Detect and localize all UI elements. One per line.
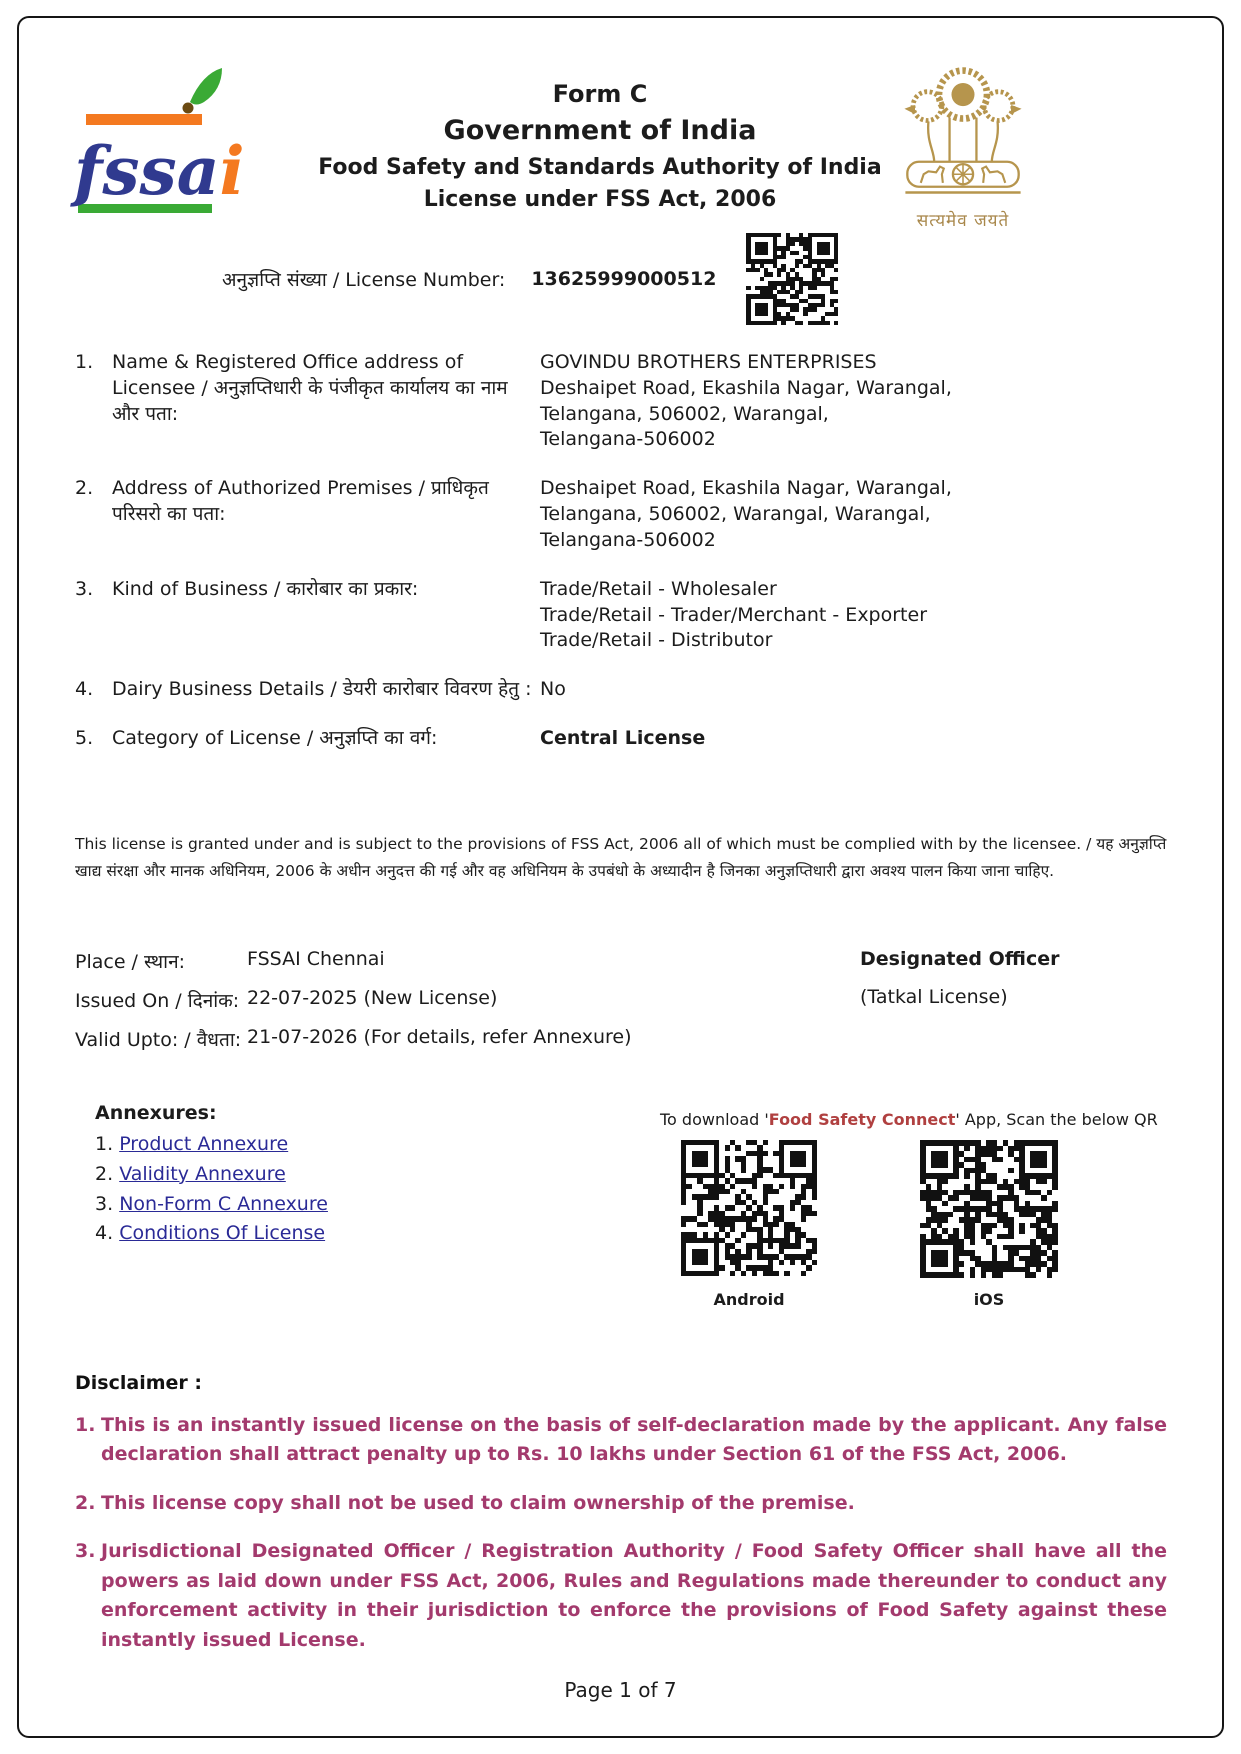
detail-value: Central License — [540, 727, 706, 750]
ios-label: iOS — [973, 1290, 1005, 1309]
annexure-link-conditions[interactable]: Conditions Of License — [119, 1222, 326, 1245]
place-label: Place / स्थान: — [75, 951, 186, 973]
detail-row-name-address — [75, 350, 1167, 453]
detail-row-license-category — [75, 726, 1167, 752]
license-qr-code — [746, 233, 838, 325]
app-name: Food Safety Connect — [768, 1110, 956, 1129]
ios-qr-code — [920, 1140, 1058, 1278]
annexures-heading: Annexures: — [95, 1102, 217, 1124]
form-title: Form C — [552, 80, 648, 108]
detail-row-premises-address — [75, 476, 1167, 553]
detail-label: Dairy Business Details / डेयरी कारोबार विवरण हेतु : — [112, 678, 532, 701]
annexure-list-item — [95, 1133, 328, 1157]
valid-upto-value: 21-07-2026 (For details, refer Annexure) — [247, 1026, 632, 1048]
license-details-section — [75, 350, 1167, 775]
logo-top-bar — [86, 114, 202, 125]
license-number-label: अनुज्ञप्ति संख्या / License Number: — [222, 269, 506, 291]
logo-leaf-icon — [190, 68, 222, 105]
issued-on-row — [75, 987, 632, 1013]
logo-leaf-dot — [183, 103, 194, 114]
tatkal-license-note: (Tatkal License) — [860, 986, 1008, 1008]
android-label: Android — [713, 1290, 785, 1309]
annexure-link-non-form-c[interactable]: Non-Form C Annexure — [119, 1192, 328, 1215]
detail-value: Trade/Retail - Wholesaler Trade/Retail - Trader/Merchant - Exporter Trade/Retail - Distributor — [540, 577, 928, 652]
qr-download-instruction — [660, 1110, 1158, 1129]
designated-officer-title: Designated Officer — [860, 948, 1060, 970]
designated-officer-block — [860, 948, 1059, 1008]
annexures-section — [95, 1102, 328, 1252]
annexure-link-validity[interactable]: Validity Annexure — [119, 1162, 286, 1185]
disclaimer-item: This license copy shall not be used to claim ownership of the premise. — [101, 1491, 855, 1514]
disclaimer-item: This is an instantly issued license on the basis of self-declaration made by the applicant. Any false declaration shall attract penalty up to Rs. 10 lakhs under Section 61 of the FSS Act, 2006. — [101, 1414, 1167, 1466]
valid-upto-row — [75, 1026, 632, 1052]
disclaimer-section — [75, 1372, 1167, 1674]
detail-label: Address of Authorized Premises / प्राधिकृत परिसरो का पता: — [112, 477, 489, 526]
fssai-logo — [70, 62, 245, 236]
government-title: Government of India — [443, 115, 757, 146]
fssai-logo-graphic — [70, 62, 245, 232]
license-under-title: License under FSS Act, 2006 — [423, 187, 777, 212]
authority-title: Food Safety and Standards Authority of India — [318, 155, 882, 180]
place-row — [75, 948, 632, 974]
disclaimer-heading: Disclaimer : — [75, 1372, 202, 1394]
license-number-value: 13625999000512 — [531, 268, 717, 290]
annexure-list-item — [95, 1222, 328, 1246]
issued-on-label: Issued On / दिनांक: — [75, 990, 240, 1012]
issue-info-block — [75, 948, 632, 1065]
page-number: Page 1 of 7 — [564, 1678, 677, 1702]
lion-capital-emblem-icon — [893, 60, 1033, 204]
issued-on-value: 22-07-2025 (New License) — [247, 987, 498, 1009]
detail-label: Category of License / अनुज्ञप्ति का वर्ग: — [112, 727, 438, 750]
grant-clause-text: This license is granted under and is subject to the provisions of FSS Act, 2006 all of which must be complied with by the licensee. / यह अनुज्ञप्ति खाद्य संरक्षा और मानक अधिनियम, 2006 के अधीन अनुदत्त की गई और वह अधिनियम के उपबंधो के अध्यादीन है जिनका अनुज्ञप्तिधारी द्वारा अवश्य पालन किया जाना चाहिए. — [75, 835, 1167, 880]
disclaimer-item: Jurisdictional Designated Officer / Registration Authority / Food Safety Officer shall have all the powers as laid down under FSS Act, 2006, Rules and Regulations made thereunder to conduct any enforcement activity in their jurisdiction to enforce the provisions of Food Safety against these instantly issued License. — [101, 1540, 1167, 1651]
license-number-row — [222, 233, 838, 325]
annexure-list-item — [95, 1193, 328, 1217]
annexure-link-product[interactable]: Product Annexure — [119, 1133, 289, 1155]
valid-upto-label: Valid Upto: / वैधता: — [75, 1029, 242, 1051]
detail-label: Kind of Business / कारोबार का प्रकार: — [112, 577, 419, 600]
national-emblem — [888, 60, 1038, 231]
place-value: FSSAI Chennai — [247, 948, 385, 970]
detail-row-dairy-business — [75, 677, 1167, 703]
android-qr-code — [681, 1140, 817, 1276]
document-header — [270, 80, 930, 212]
qr-instruction-prefix: To download ' — [660, 1110, 769, 1129]
detail-value: No — [540, 678, 566, 701]
annexure-list-item — [95, 1163, 328, 1187]
detail-value: GOVINDU BROTHERS ENTERPRISES Deshaipet Road, Ekashila Nagar, Warangal, Telangana, 506002, Warangal, Telangana-506002 — [540, 351, 952, 451]
emblem-motto: सत्यमेव जयते — [916, 211, 1010, 231]
qr-instruction-suffix: ' App, Scan the below QR — [955, 1110, 1158, 1129]
logo-text: fssai — [74, 132, 245, 210]
detail-label: Name & Registered Office address of Licensee / अनुज्ञप्तिधारी के पंजीकृत कार्यालय का नाम और पता: — [112, 351, 508, 425]
detail-row-kind-of-business — [75, 577, 1167, 654]
detail-value: Deshaipet Road, Ekashila Nagar, Warangal, Telangana, 506002, Warangal, Warangal, Telangana-506002 — [540, 477, 952, 551]
